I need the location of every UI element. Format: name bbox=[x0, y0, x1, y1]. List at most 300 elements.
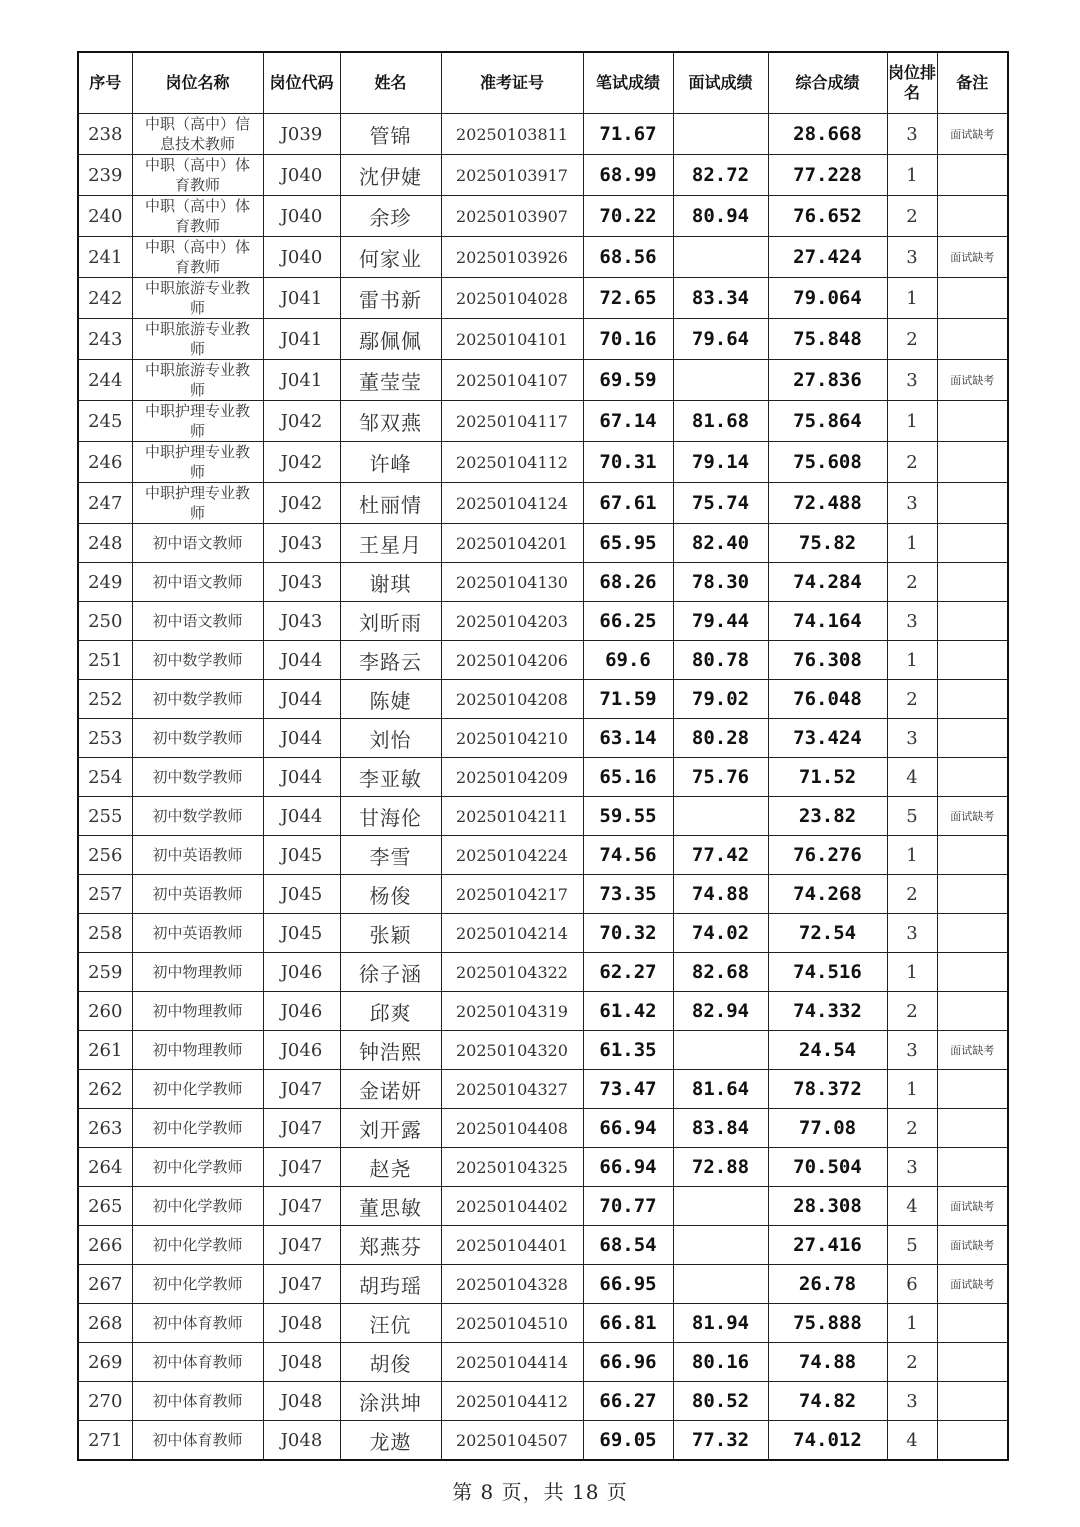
table-row bbox=[78, 875, 1008, 914]
cell-note bbox=[937, 602, 1008, 641]
cell-written-score: 65.95 bbox=[583, 524, 673, 563]
cell-total-score: 76.276 bbox=[768, 836, 887, 875]
table-row bbox=[78, 524, 1008, 563]
cell-exam-no: 20250104408 bbox=[441, 1109, 583, 1148]
cell-position-name: 初中化学教师 bbox=[132, 1265, 263, 1304]
cell-position-name: 中职旅游专业教师 bbox=[132, 278, 263, 319]
cell-written-score: 70.32 bbox=[583, 914, 673, 953]
cell-note bbox=[937, 1343, 1008, 1382]
cell-note bbox=[937, 875, 1008, 914]
cell-written-score: 69.6 bbox=[583, 641, 673, 680]
cell-name: 李路云 bbox=[340, 641, 441, 680]
cell-written-score: 73.47 bbox=[583, 1070, 673, 1109]
cell-note bbox=[937, 680, 1008, 719]
cell-interview-score: 79.44 bbox=[673, 602, 768, 641]
cell-position-code: J044 bbox=[263, 680, 340, 719]
cell-written-score: 68.99 bbox=[583, 155, 673, 196]
cell-total-score: 79.064 bbox=[768, 278, 887, 319]
cell-total-score: 76.308 bbox=[768, 641, 887, 680]
cell-seq: 239 bbox=[78, 155, 132, 196]
cell-seq: 251 bbox=[78, 641, 132, 680]
cell-exam-no: 20250103926 bbox=[441, 237, 583, 278]
cell-position-name: 初中化学教师 bbox=[132, 1187, 263, 1226]
cell-interview-score: 72.88 bbox=[673, 1148, 768, 1187]
cell-note bbox=[937, 1421, 1008, 1461]
table-row bbox=[78, 641, 1008, 680]
cell-exam-no: 20250104208 bbox=[441, 680, 583, 719]
cell-total-score: 27.836 bbox=[768, 360, 887, 401]
cell-exam-no: 20250103811 bbox=[441, 114, 583, 155]
cell-position-name: 初中物理教师 bbox=[132, 1031, 263, 1070]
cell-exam-no: 20250104414 bbox=[441, 1343, 583, 1382]
cell-interview-score: 80.78 bbox=[673, 641, 768, 680]
cell-seq: 259 bbox=[78, 953, 132, 992]
cell-interview-score: 83.34 bbox=[673, 278, 768, 319]
cell-written-score: 71.67 bbox=[583, 114, 673, 155]
results-body bbox=[78, 114, 1008, 1461]
cell-written-score: 59.55 bbox=[583, 797, 673, 836]
cell-exam-no: 20250104107 bbox=[441, 360, 583, 401]
cell-rank: 3 bbox=[887, 1382, 937, 1421]
cell-written-score: 61.42 bbox=[583, 992, 673, 1031]
cell-name: 李雪 bbox=[340, 836, 441, 875]
cell-name: 胡玙瑶 bbox=[340, 1265, 441, 1304]
header-position-name: 岗位名称 bbox=[132, 52, 263, 114]
cell-position-code: J042 bbox=[263, 483, 340, 524]
cell-name: 董莹莹 bbox=[340, 360, 441, 401]
table-row bbox=[78, 1187, 1008, 1226]
header-seq: 序号 bbox=[78, 52, 132, 114]
cell-rank: 2 bbox=[887, 1109, 937, 1148]
cell-name: 甘海伦 bbox=[340, 797, 441, 836]
table-row bbox=[78, 758, 1008, 797]
cell-position-name: 初中体育教师 bbox=[132, 1343, 263, 1382]
cell-total-score: 77.08 bbox=[768, 1109, 887, 1148]
cell-rank: 3 bbox=[887, 914, 937, 953]
cell-name: 邹双燕 bbox=[340, 401, 441, 442]
cell-rank: 1 bbox=[887, 155, 937, 196]
cell-seq: 271 bbox=[78, 1421, 132, 1461]
cell-total-score: 74.88 bbox=[768, 1343, 887, 1382]
cell-interview-score: 81.64 bbox=[673, 1070, 768, 1109]
cell-name: 金诺妍 bbox=[340, 1070, 441, 1109]
table-row bbox=[78, 1421, 1008, 1461]
cell-position-name: 初中化学教师 bbox=[132, 1226, 263, 1265]
cell-total-score: 75.608 bbox=[768, 442, 887, 483]
cell-note bbox=[937, 1109, 1008, 1148]
header-exam-no: 准考证号 bbox=[441, 52, 583, 114]
cell-position-name: 中职（高中）体育教师 bbox=[132, 155, 263, 196]
cell-interview-score bbox=[673, 360, 768, 401]
header-total-score: 综合成绩 bbox=[768, 52, 887, 114]
cell-seq: 257 bbox=[78, 875, 132, 914]
cell-seq: 263 bbox=[78, 1109, 132, 1148]
table-row bbox=[78, 1265, 1008, 1304]
table-row bbox=[78, 483, 1008, 524]
cell-interview-score bbox=[673, 237, 768, 278]
cell-rank: 3 bbox=[887, 602, 937, 641]
cell-position-name: 初中英语教师 bbox=[132, 875, 263, 914]
cell-position-code: J045 bbox=[263, 875, 340, 914]
cell-total-score: 75.864 bbox=[768, 401, 887, 442]
cell-interview-score: 82.94 bbox=[673, 992, 768, 1031]
cell-position-name: 初中化学教师 bbox=[132, 1109, 263, 1148]
cell-rank: 3 bbox=[887, 483, 937, 524]
cell-total-score: 72.54 bbox=[768, 914, 887, 953]
cell-written-score: 67.61 bbox=[583, 483, 673, 524]
cell-interview-score: 74.88 bbox=[673, 875, 768, 914]
cell-position-code: J040 bbox=[263, 196, 340, 237]
cell-interview-score: 80.16 bbox=[673, 1343, 768, 1382]
cell-position-code: J048 bbox=[263, 1421, 340, 1461]
cell-position-code: J046 bbox=[263, 953, 340, 992]
cell-exam-no: 20250104319 bbox=[441, 992, 583, 1031]
cell-position-code: J042 bbox=[263, 401, 340, 442]
table-row bbox=[78, 836, 1008, 875]
cell-note bbox=[937, 719, 1008, 758]
cell-exam-no: 20250104124 bbox=[441, 483, 583, 524]
cell-note bbox=[937, 914, 1008, 953]
header-name: 姓名 bbox=[340, 52, 441, 114]
cell-seq: 245 bbox=[78, 401, 132, 442]
cell-exam-no: 20250104028 bbox=[441, 278, 583, 319]
cell-total-score: 76.048 bbox=[768, 680, 887, 719]
table-row bbox=[78, 401, 1008, 442]
cell-note bbox=[937, 953, 1008, 992]
cell-position-code: J046 bbox=[263, 992, 340, 1031]
table-row bbox=[78, 1031, 1008, 1070]
cell-rank: 1 bbox=[887, 953, 937, 992]
cell-seq: 255 bbox=[78, 797, 132, 836]
cell-position-name: 初中语文教师 bbox=[132, 602, 263, 641]
cell-seq: 254 bbox=[78, 758, 132, 797]
cell-exam-no: 20250103907 bbox=[441, 196, 583, 237]
cell-position-code: J043 bbox=[263, 563, 340, 602]
cell-name: 胡俊 bbox=[340, 1343, 441, 1382]
cell-rank: 1 bbox=[887, 641, 937, 680]
cell-seq: 267 bbox=[78, 1265, 132, 1304]
cell-note bbox=[937, 442, 1008, 483]
cell-seq: 248 bbox=[78, 524, 132, 563]
cell-exam-no: 20250104320 bbox=[441, 1031, 583, 1070]
cell-name: 刘开露 bbox=[340, 1109, 441, 1148]
cell-name: 涂洪坤 bbox=[340, 1382, 441, 1421]
cell-position-code: J045 bbox=[263, 914, 340, 953]
cell-written-score: 66.96 bbox=[583, 1343, 673, 1382]
cell-seq: 258 bbox=[78, 914, 132, 953]
cell-seq: 256 bbox=[78, 836, 132, 875]
cell-position-code: J047 bbox=[263, 1226, 340, 1265]
header-position-code: 岗位代码 bbox=[263, 52, 340, 114]
cell-exam-no: 20250104224 bbox=[441, 836, 583, 875]
cell-position-name: 初中物理教师 bbox=[132, 953, 263, 992]
cell-note bbox=[937, 1070, 1008, 1109]
cell-written-score: 65.16 bbox=[583, 758, 673, 797]
cell-rank: 3 bbox=[887, 1031, 937, 1070]
cell-written-score: 70.31 bbox=[583, 442, 673, 483]
table-row bbox=[78, 1343, 1008, 1382]
cell-interview-score: 77.42 bbox=[673, 836, 768, 875]
table-row bbox=[78, 1148, 1008, 1187]
cell-name: 王星月 bbox=[340, 524, 441, 563]
table-row bbox=[78, 196, 1008, 237]
cell-position-code: J043 bbox=[263, 602, 340, 641]
cell-written-score: 68.26 bbox=[583, 563, 673, 602]
cell-written-score: 66.25 bbox=[583, 602, 673, 641]
cell-total-score: 76.652 bbox=[768, 196, 887, 237]
cell-position-name: 初中数学教师 bbox=[132, 719, 263, 758]
cell-name: 鄢佩佩 bbox=[340, 319, 441, 360]
cell-exam-no: 20250104206 bbox=[441, 641, 583, 680]
cell-interview-score: 75.74 bbox=[673, 483, 768, 524]
cell-interview-score: 78.30 bbox=[673, 563, 768, 602]
cell-name: 沈伊婕 bbox=[340, 155, 441, 196]
cell-position-code: J047 bbox=[263, 1265, 340, 1304]
table-row bbox=[78, 953, 1008, 992]
cell-written-score: 73.35 bbox=[583, 875, 673, 914]
cell-written-score: 69.59 bbox=[583, 360, 673, 401]
cell-rank: 5 bbox=[887, 1226, 937, 1265]
table-row bbox=[78, 155, 1008, 196]
cell-note: 面试缺考 bbox=[937, 237, 1008, 278]
cell-position-code: J048 bbox=[263, 1304, 340, 1343]
cell-name: 谢琪 bbox=[340, 563, 441, 602]
cell-position-name: 初中体育教师 bbox=[132, 1382, 263, 1421]
cell-note bbox=[937, 278, 1008, 319]
cell-rank: 1 bbox=[887, 278, 937, 319]
cell-rank: 3 bbox=[887, 1148, 937, 1187]
cell-rank: 1 bbox=[887, 524, 937, 563]
cell-seq: 265 bbox=[78, 1187, 132, 1226]
cell-rank: 3 bbox=[887, 114, 937, 155]
cell-interview-score bbox=[673, 1265, 768, 1304]
cell-total-score: 75.82 bbox=[768, 524, 887, 563]
cell-note bbox=[937, 1304, 1008, 1343]
cell-rank: 1 bbox=[887, 836, 937, 875]
cell-note: 面试缺考 bbox=[937, 1265, 1008, 1304]
table-row bbox=[78, 319, 1008, 360]
cell-position-code: J047 bbox=[263, 1070, 340, 1109]
cell-interview-score bbox=[673, 1226, 768, 1265]
cell-position-code: J044 bbox=[263, 719, 340, 758]
cell-exam-no: 20250104325 bbox=[441, 1148, 583, 1187]
cell-position-code: J039 bbox=[263, 114, 340, 155]
cell-seq: 253 bbox=[78, 719, 132, 758]
cell-total-score: 72.488 bbox=[768, 483, 887, 524]
table-row bbox=[78, 1304, 1008, 1343]
cell-exam-no: 20250104412 bbox=[441, 1382, 583, 1421]
cell-position-name: 中职（高中）体育教师 bbox=[132, 237, 263, 278]
cell-total-score: 24.54 bbox=[768, 1031, 887, 1070]
cell-written-score: 68.56 bbox=[583, 237, 673, 278]
cell-written-score: 66.27 bbox=[583, 1382, 673, 1421]
cell-seq: 268 bbox=[78, 1304, 132, 1343]
table-row bbox=[78, 1382, 1008, 1421]
cell-exam-no: 20250104327 bbox=[441, 1070, 583, 1109]
cell-rank: 2 bbox=[887, 680, 937, 719]
cell-rank: 2 bbox=[887, 1343, 937, 1382]
cell-note: 面试缺考 bbox=[937, 360, 1008, 401]
cell-rank: 4 bbox=[887, 1187, 937, 1226]
cell-note bbox=[937, 836, 1008, 875]
cell-position-code: J048 bbox=[263, 1382, 340, 1421]
cell-name: 徐子涵 bbox=[340, 953, 441, 992]
cell-position-code: J044 bbox=[263, 797, 340, 836]
table-row bbox=[78, 719, 1008, 758]
cell-rank: 1 bbox=[887, 1070, 937, 1109]
cell-seq: 243 bbox=[78, 319, 132, 360]
cell-exam-no: 20250104211 bbox=[441, 797, 583, 836]
cell-interview-score: 82.40 bbox=[673, 524, 768, 563]
cell-rank: 2 bbox=[887, 875, 937, 914]
cell-note bbox=[937, 524, 1008, 563]
cell-name: 杨俊 bbox=[340, 875, 441, 914]
cell-written-score: 66.95 bbox=[583, 1265, 673, 1304]
table-row bbox=[78, 114, 1008, 155]
cell-exam-no: 20250104117 bbox=[441, 401, 583, 442]
cell-written-score: 69.05 bbox=[583, 1421, 673, 1461]
cell-position-code: J042 bbox=[263, 442, 340, 483]
cell-written-score: 67.14 bbox=[583, 401, 673, 442]
cell-rank: 3 bbox=[887, 237, 937, 278]
cell-position-code: J043 bbox=[263, 524, 340, 563]
cell-position-name: 初中体育教师 bbox=[132, 1304, 263, 1343]
cell-interview-score: 80.28 bbox=[673, 719, 768, 758]
cell-position-name: 中职护理专业教师 bbox=[132, 401, 263, 442]
cell-rank: 3 bbox=[887, 719, 937, 758]
cell-interview-score: 81.68 bbox=[673, 401, 768, 442]
cell-position-code: J040 bbox=[263, 155, 340, 196]
cell-position-code: J041 bbox=[263, 278, 340, 319]
cell-seq: 269 bbox=[78, 1343, 132, 1382]
table-row bbox=[78, 797, 1008, 836]
cell-position-name: 初中英语教师 bbox=[132, 836, 263, 875]
cell-exam-no: 20250104201 bbox=[441, 524, 583, 563]
cell-name: 龙遨 bbox=[340, 1421, 441, 1461]
cell-interview-score: 79.02 bbox=[673, 680, 768, 719]
cell-note bbox=[937, 155, 1008, 196]
cell-written-score: 62.27 bbox=[583, 953, 673, 992]
cell-seq: 260 bbox=[78, 992, 132, 1031]
cell-interview-score: 82.72 bbox=[673, 155, 768, 196]
cell-exam-no: 20250104510 bbox=[441, 1304, 583, 1343]
cell-interview-score: 81.94 bbox=[673, 1304, 768, 1343]
cell-position-name: 中职（高中）信息技术教师 bbox=[132, 114, 263, 155]
cell-total-score: 74.284 bbox=[768, 563, 887, 602]
cell-seq: 246 bbox=[78, 442, 132, 483]
cell-written-score: 71.59 bbox=[583, 680, 673, 719]
cell-position-name: 初中语文教师 bbox=[132, 524, 263, 563]
cell-position-name: 中职旅游专业教师 bbox=[132, 319, 263, 360]
cell-position-name: 初中数学教师 bbox=[132, 680, 263, 719]
cell-position-code: J044 bbox=[263, 641, 340, 680]
cell-total-score: 23.82 bbox=[768, 797, 887, 836]
cell-written-score: 63.14 bbox=[583, 719, 673, 758]
cell-rank: 4 bbox=[887, 758, 937, 797]
cell-name: 杜丽情 bbox=[340, 483, 441, 524]
cell-total-score: 78.372 bbox=[768, 1070, 887, 1109]
cell-exam-no: 20250104101 bbox=[441, 319, 583, 360]
cell-written-score: 74.56 bbox=[583, 836, 673, 875]
cell-name: 余珍 bbox=[340, 196, 441, 237]
cell-seq: 238 bbox=[78, 114, 132, 155]
cell-total-score: 74.516 bbox=[768, 953, 887, 992]
cell-exam-no: 20250104209 bbox=[441, 758, 583, 797]
cell-position-code: J045 bbox=[263, 836, 340, 875]
cell-rank: 6 bbox=[887, 1265, 937, 1304]
cell-written-score: 72.65 bbox=[583, 278, 673, 319]
cell-exam-no: 20250104401 bbox=[441, 1226, 583, 1265]
cell-total-score: 74.332 bbox=[768, 992, 887, 1031]
cell-rank: 1 bbox=[887, 1304, 937, 1343]
cell-interview-score: 83.84 bbox=[673, 1109, 768, 1148]
cell-interview-score bbox=[673, 1187, 768, 1226]
table-row bbox=[78, 442, 1008, 483]
cell-position-code: J048 bbox=[263, 1343, 340, 1382]
cell-total-score: 77.228 bbox=[768, 155, 887, 196]
table-row bbox=[78, 1109, 1008, 1148]
cell-position-name: 初中数学教师 bbox=[132, 758, 263, 797]
cell-note bbox=[937, 401, 1008, 442]
cell-interview-score: 77.32 bbox=[673, 1421, 768, 1461]
cell-position-name: 中职（高中）体育教师 bbox=[132, 196, 263, 237]
cell-total-score: 74.012 bbox=[768, 1421, 887, 1461]
header-interview-score: 面试成绩 bbox=[673, 52, 768, 114]
cell-interview-score: 79.14 bbox=[673, 442, 768, 483]
table-row bbox=[78, 992, 1008, 1031]
cell-interview-score: 74.02 bbox=[673, 914, 768, 953]
cell-note bbox=[937, 992, 1008, 1031]
cell-seq: 244 bbox=[78, 360, 132, 401]
cell-total-score: 75.888 bbox=[768, 1304, 887, 1343]
cell-note: 面试缺考 bbox=[937, 797, 1008, 836]
cell-written-score: 61.35 bbox=[583, 1031, 673, 1070]
cell-seq: 250 bbox=[78, 602, 132, 641]
cell-note: 面试缺考 bbox=[937, 1031, 1008, 1070]
header-note: 备注 bbox=[937, 52, 1008, 114]
cell-interview-score bbox=[673, 114, 768, 155]
cell-name: 钟浩熙 bbox=[340, 1031, 441, 1070]
cell-name: 何家业 bbox=[340, 237, 441, 278]
cell-total-score: 26.78 bbox=[768, 1265, 887, 1304]
cell-written-score: 70.77 bbox=[583, 1187, 673, 1226]
cell-total-score: 73.424 bbox=[768, 719, 887, 758]
cell-name: 张颖 bbox=[340, 914, 441, 953]
cell-seq: 262 bbox=[78, 1070, 132, 1109]
table-row bbox=[78, 914, 1008, 953]
cell-exam-no: 20250104210 bbox=[441, 719, 583, 758]
cell-exam-no: 20250104328 bbox=[441, 1265, 583, 1304]
cell-note bbox=[937, 483, 1008, 524]
cell-note bbox=[937, 641, 1008, 680]
cell-name: 郑燕芬 bbox=[340, 1226, 441, 1265]
cell-seq: 261 bbox=[78, 1031, 132, 1070]
cell-position-name: 初中数学教师 bbox=[132, 797, 263, 836]
table-row bbox=[78, 563, 1008, 602]
cell-exam-no: 20250104507 bbox=[441, 1421, 583, 1461]
cell-note bbox=[937, 1148, 1008, 1187]
cell-seq: 270 bbox=[78, 1382, 132, 1421]
cell-interview-score bbox=[673, 797, 768, 836]
cell-note: 面试缺考 bbox=[937, 114, 1008, 155]
cell-total-score: 27.424 bbox=[768, 237, 887, 278]
cell-position-code: J047 bbox=[263, 1187, 340, 1226]
cell-note: 面试缺考 bbox=[937, 1187, 1008, 1226]
cell-position-name: 初中化学教师 bbox=[132, 1148, 263, 1187]
cell-position-name: 初中英语教师 bbox=[132, 914, 263, 953]
cell-total-score: 74.82 bbox=[768, 1382, 887, 1421]
cell-exam-no: 20250103917 bbox=[441, 155, 583, 196]
